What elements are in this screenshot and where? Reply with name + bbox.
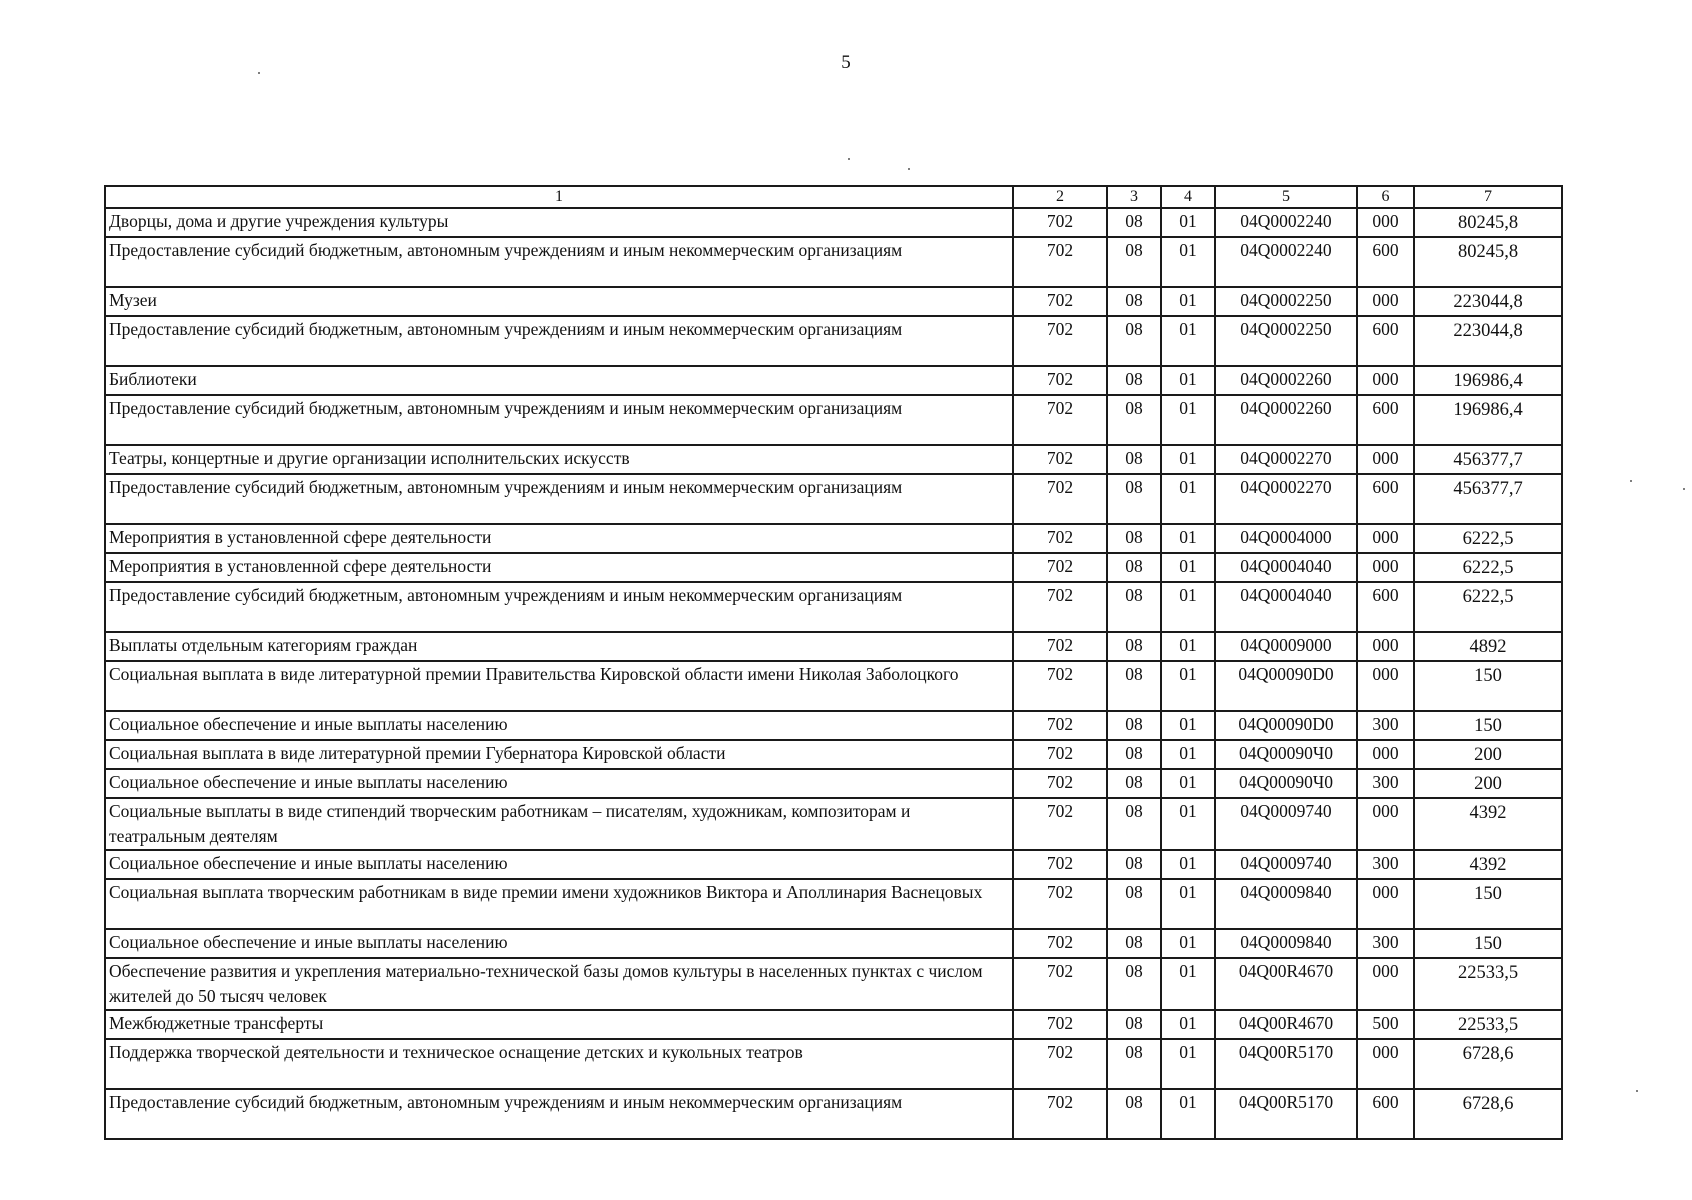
- row-subsection-cell: 01: [1161, 798, 1215, 850]
- row-target-article-cell: 04Q00R5170: [1215, 1089, 1357, 1139]
- row-target-article-cell: 04Q0002260: [1215, 395, 1357, 445]
- scan-speck: [908, 168, 910, 170]
- row-name-cell: Предоставление субсидий бюджетным, автономным учреждениям и иным некоммерческим организациям: [105, 237, 1013, 287]
- row-code-cell: 702: [1013, 711, 1107, 740]
- row-amount-cell: 150: [1414, 711, 1562, 740]
- row-name-cell: Предоставление субсидий бюджетным, автономным учреждениям и иным некоммерческим организациям: [105, 474, 1013, 524]
- row-amount-cell: 196986,4: [1414, 395, 1562, 445]
- row-amount-cell: 6728,6: [1414, 1089, 1562, 1139]
- row-section-cell: 08: [1107, 474, 1161, 524]
- row-name-cell: Социальное обеспечение и иные выплаты населению: [105, 769, 1013, 798]
- row-name-cell: Мероприятия в установленной сфере деятельности: [105, 553, 1013, 582]
- row-amount-cell: 456377,7: [1414, 445, 1562, 474]
- table-row: [105, 524, 1562, 553]
- row-expense-type-cell: 000: [1357, 661, 1414, 711]
- row-section-cell: 08: [1107, 1089, 1161, 1139]
- column-header: 2: [1013, 186, 1107, 208]
- table-body: [105, 208, 1562, 1139]
- table-row: [105, 582, 1562, 632]
- row-target-article-cell: 04Q00090Ч0: [1215, 740, 1357, 769]
- row-expense-type-cell: 600: [1357, 474, 1414, 524]
- row-section-cell: 08: [1107, 958, 1161, 1010]
- row-amount-cell: 80245,8: [1414, 237, 1562, 287]
- row-section-cell: 08: [1107, 366, 1161, 395]
- column-header: 6: [1357, 186, 1414, 208]
- table-row: [105, 474, 1562, 524]
- row-section-cell: 08: [1107, 1010, 1161, 1039]
- row-section-cell: 08: [1107, 553, 1161, 582]
- row-name-cell: Обеспечение развития и укрепления материально-технической базы домов культуры в населенных пунктах с числом жителей до 50 тысяч человек: [105, 958, 1013, 1010]
- row-code-cell: 702: [1013, 1089, 1107, 1139]
- row-code-cell: 702: [1013, 661, 1107, 711]
- row-code-cell: 702: [1013, 632, 1107, 661]
- row-section-cell: 08: [1107, 395, 1161, 445]
- row-subsection-cell: 01: [1161, 287, 1215, 316]
- row-subsection-cell: 01: [1161, 582, 1215, 632]
- page-number: 5: [841, 52, 851, 73]
- row-expense-type-cell: 600: [1357, 1089, 1414, 1139]
- scan-speck: [1630, 480, 1632, 482]
- row-subsection-cell: 01: [1161, 1089, 1215, 1139]
- row-amount-cell: 150: [1414, 879, 1562, 929]
- row-subsection-cell: 01: [1161, 395, 1215, 445]
- row-subsection-cell: 01: [1161, 366, 1215, 395]
- row-code-cell: 702: [1013, 395, 1107, 445]
- row-amount-cell: 4392: [1414, 798, 1562, 850]
- row-expense-type-cell: 000: [1357, 553, 1414, 582]
- row-subsection-cell: 01: [1161, 524, 1215, 553]
- row-expense-type-cell: 600: [1357, 237, 1414, 287]
- row-section-cell: 08: [1107, 582, 1161, 632]
- row-code-cell: 702: [1013, 769, 1107, 798]
- row-target-article-cell: 04Q0009740: [1215, 850, 1357, 879]
- row-code-cell: 702: [1013, 474, 1107, 524]
- row-amount-cell: 4392: [1414, 850, 1562, 879]
- row-amount-cell: 196986,4: [1414, 366, 1562, 395]
- row-expense-type-cell: 300: [1357, 850, 1414, 879]
- row-amount-cell: 4892: [1414, 632, 1562, 661]
- row-code-cell: 702: [1013, 553, 1107, 582]
- row-expense-type-cell: 000: [1357, 798, 1414, 850]
- row-section-cell: 08: [1107, 879, 1161, 929]
- row-target-article-cell: 04Q0009740: [1215, 798, 1357, 850]
- table-row: [105, 553, 1562, 582]
- row-expense-type-cell: 600: [1357, 316, 1414, 366]
- column-header: 4: [1161, 186, 1215, 208]
- table-row: [105, 929, 1562, 958]
- row-name-cell: Предоставление субсидий бюджетным, автономным учреждениям и иным некоммерческим организациям: [105, 395, 1013, 445]
- column-header: 5: [1215, 186, 1357, 208]
- table-row: [105, 395, 1562, 445]
- row-section-cell: 08: [1107, 769, 1161, 798]
- row-subsection-cell: 01: [1161, 769, 1215, 798]
- table-row: [105, 366, 1562, 395]
- row-subsection-cell: 01: [1161, 711, 1215, 740]
- table-row: [105, 632, 1562, 661]
- row-expense-type-cell: 000: [1357, 632, 1414, 661]
- row-target-article-cell: 04Q0002270: [1215, 445, 1357, 474]
- row-section-cell: 08: [1107, 661, 1161, 711]
- row-section-cell: 08: [1107, 1039, 1161, 1089]
- table-row: [105, 287, 1562, 316]
- row-target-article-cell: 04Q00090D0: [1215, 661, 1357, 711]
- row-name-cell: Социальная выплата в виде литературной премии Губернатора Кировской области: [105, 740, 1013, 769]
- row-code-cell: 702: [1013, 316, 1107, 366]
- table-row: [105, 661, 1562, 711]
- row-subsection-cell: 01: [1161, 958, 1215, 1010]
- table-row: [105, 208, 1562, 237]
- row-amount-cell: 22533,5: [1414, 958, 1562, 1010]
- scan-speck: [1683, 488, 1685, 490]
- table-row: [105, 798, 1562, 850]
- table-row: [105, 769, 1562, 798]
- row-name-cell: Межбюджетные трансферты: [105, 1010, 1013, 1039]
- row-code-cell: 702: [1013, 445, 1107, 474]
- row-name-cell: Предоставление субсидий бюджетным, автономным учреждениям и иным некоммерческим организациям: [105, 1089, 1013, 1139]
- column-header: 3: [1107, 186, 1161, 208]
- row-expense-type-cell: 500: [1357, 1010, 1414, 1039]
- scan-speck: [848, 158, 850, 160]
- column-header: 1: [105, 186, 1013, 208]
- row-subsection-cell: 01: [1161, 661, 1215, 711]
- row-subsection-cell: 01: [1161, 632, 1215, 661]
- row-name-cell: Предоставление субсидий бюджетным, автономным учреждениям и иным некоммерческим организациям: [105, 316, 1013, 366]
- row-expense-type-cell: 000: [1357, 366, 1414, 395]
- column-header: 7: [1414, 186, 1562, 208]
- row-subsection-cell: 01: [1161, 1010, 1215, 1039]
- row-section-cell: 08: [1107, 711, 1161, 740]
- row-amount-cell: 80245,8: [1414, 208, 1562, 237]
- table-row: [105, 445, 1562, 474]
- row-amount-cell: 200: [1414, 769, 1562, 798]
- row-amount-cell: 200: [1414, 740, 1562, 769]
- row-section-cell: 08: [1107, 237, 1161, 287]
- table-row: [105, 740, 1562, 769]
- row-expense-type-cell: 300: [1357, 711, 1414, 740]
- row-subsection-cell: 01: [1161, 850, 1215, 879]
- row-expense-type-cell: 000: [1357, 445, 1414, 474]
- row-target-article-cell: 04Q00R4670: [1215, 1010, 1357, 1039]
- row-name-cell: Музеи: [105, 287, 1013, 316]
- row-amount-cell: 223044,8: [1414, 287, 1562, 316]
- row-name-cell: Социальная выплата в виде литературной премии Правительства Кировской области имени Николая Заболоцкого: [105, 661, 1013, 711]
- row-name-cell: Дворцы, дома и другие учреждения культуры: [105, 208, 1013, 237]
- row-expense-type-cell: 300: [1357, 769, 1414, 798]
- row-target-article-cell: 04Q00R5170: [1215, 1039, 1357, 1089]
- row-target-article-cell: 04Q0002250: [1215, 316, 1357, 366]
- row-subsection-cell: 01: [1161, 740, 1215, 769]
- row-amount-cell: 6222,5: [1414, 582, 1562, 632]
- row-expense-type-cell: 000: [1357, 208, 1414, 237]
- row-amount-cell: 6222,5: [1414, 553, 1562, 582]
- scan-speck: [1636, 1090, 1638, 1092]
- row-amount-cell: 150: [1414, 661, 1562, 711]
- row-name-cell: Социальные выплаты в виде стипендий творческим работникам – писателям, художникам, композиторам и театральным деятелям: [105, 798, 1013, 850]
- row-name-cell: Социальная выплата творческим работникам в виде премии имени художников Виктора и Аполлинария Васнецовых: [105, 879, 1013, 929]
- row-name-cell: Социальное обеспечение и иные выплаты населению: [105, 929, 1013, 958]
- row-code-cell: 702: [1013, 958, 1107, 1010]
- row-section-cell: 08: [1107, 798, 1161, 850]
- row-code-cell: 702: [1013, 582, 1107, 632]
- row-expense-type-cell: 300: [1357, 929, 1414, 958]
- row-target-article-cell: 04Q0009000: [1215, 632, 1357, 661]
- row-amount-cell: 22533,5: [1414, 1010, 1562, 1039]
- row-amount-cell: 223044,8: [1414, 316, 1562, 366]
- row-code-cell: 702: [1013, 287, 1107, 316]
- row-section-cell: 08: [1107, 740, 1161, 769]
- row-expense-type-cell: 000: [1357, 1039, 1414, 1089]
- row-expense-type-cell: 000: [1357, 958, 1414, 1010]
- row-expense-type-cell: 000: [1357, 879, 1414, 929]
- row-code-cell: 702: [1013, 740, 1107, 769]
- row-section-cell: 08: [1107, 287, 1161, 316]
- row-amount-cell: 6222,5: [1414, 524, 1562, 553]
- column-number-row: [105, 186, 1562, 208]
- row-name-cell: Социальное обеспечение и иные выплаты населению: [105, 850, 1013, 879]
- table-row: [105, 1089, 1562, 1139]
- row-section-cell: 08: [1107, 632, 1161, 661]
- row-target-article-cell: 04Q0002260: [1215, 366, 1357, 395]
- row-code-cell: 702: [1013, 524, 1107, 553]
- budget-table: [104, 185, 1563, 1140]
- row-amount-cell: 6728,6: [1414, 1039, 1562, 1089]
- table-row: [105, 237, 1562, 287]
- row-expense-type-cell: 000: [1357, 287, 1414, 316]
- table-row: [105, 1039, 1562, 1089]
- row-target-article-cell: 04Q0002240: [1215, 237, 1357, 287]
- row-expense-type-cell: 600: [1357, 395, 1414, 445]
- row-expense-type-cell: 000: [1357, 740, 1414, 769]
- row-subsection-cell: 01: [1161, 553, 1215, 582]
- row-code-cell: 702: [1013, 208, 1107, 237]
- table-row: [105, 879, 1562, 929]
- row-name-cell: Библиотеки: [105, 366, 1013, 395]
- row-code-cell: 702: [1013, 1039, 1107, 1089]
- row-name-cell: Мероприятия в установленной сфере деятельности: [105, 524, 1013, 553]
- row-amount-cell: 456377,7: [1414, 474, 1562, 524]
- row-name-cell: Выплаты отдельным категориям граждан: [105, 632, 1013, 661]
- row-code-cell: 702: [1013, 1010, 1107, 1039]
- row-section-cell: 08: [1107, 316, 1161, 366]
- row-subsection-cell: 01: [1161, 445, 1215, 474]
- scan-speck: [258, 72, 260, 74]
- row-subsection-cell: 01: [1161, 474, 1215, 524]
- row-target-article-cell: 04Q0004040: [1215, 582, 1357, 632]
- row-target-article-cell: 04Q00090D0: [1215, 711, 1357, 740]
- row-target-article-cell: 04Q0002270: [1215, 474, 1357, 524]
- row-code-cell: 702: [1013, 929, 1107, 958]
- row-name-cell: Театры, концертные и другие организации исполнительских искусств: [105, 445, 1013, 474]
- row-section-cell: 08: [1107, 850, 1161, 879]
- row-target-article-cell: 04Q0002240: [1215, 208, 1357, 237]
- row-code-cell: 702: [1013, 850, 1107, 879]
- row-target-article-cell: 04Q0009840: [1215, 929, 1357, 958]
- table-row: [105, 850, 1562, 879]
- row-target-article-cell: 04Q0004000: [1215, 524, 1357, 553]
- row-subsection-cell: 01: [1161, 1039, 1215, 1089]
- row-name-cell: Предоставление субсидий бюджетным, автономным учреждениям и иным некоммерческим организациям: [105, 582, 1013, 632]
- row-target-article-cell: 04Q0002250: [1215, 287, 1357, 316]
- row-expense-type-cell: 000: [1357, 524, 1414, 553]
- row-section-cell: 08: [1107, 524, 1161, 553]
- row-name-cell: Социальное обеспечение и иные выплаты населению: [105, 711, 1013, 740]
- row-subsection-cell: 01: [1161, 929, 1215, 958]
- row-section-cell: 08: [1107, 445, 1161, 474]
- row-subsection-cell: 01: [1161, 208, 1215, 237]
- row-target-article-cell: 04Q0009840: [1215, 879, 1357, 929]
- table-row: [105, 1010, 1562, 1039]
- row-target-article-cell: 04Q0004040: [1215, 553, 1357, 582]
- row-code-cell: 702: [1013, 879, 1107, 929]
- row-section-cell: 08: [1107, 929, 1161, 958]
- row-subsection-cell: 01: [1161, 316, 1215, 366]
- row-name-cell: Поддержка творческой деятельности и техническое оснащение детских и кукольных театров: [105, 1039, 1013, 1089]
- table-row: [105, 316, 1562, 366]
- row-subsection-cell: 01: [1161, 237, 1215, 287]
- row-target-article-cell: 04Q00R4670: [1215, 958, 1357, 1010]
- table-row: [105, 958, 1562, 1010]
- row-subsection-cell: 01: [1161, 879, 1215, 929]
- row-expense-type-cell: 600: [1357, 582, 1414, 632]
- row-section-cell: 08: [1107, 208, 1161, 237]
- row-code-cell: 702: [1013, 366, 1107, 395]
- row-amount-cell: 150: [1414, 929, 1562, 958]
- row-target-article-cell: 04Q00090Ч0: [1215, 769, 1357, 798]
- row-code-cell: 702: [1013, 237, 1107, 287]
- table-row: [105, 711, 1562, 740]
- row-code-cell: 702: [1013, 798, 1107, 850]
